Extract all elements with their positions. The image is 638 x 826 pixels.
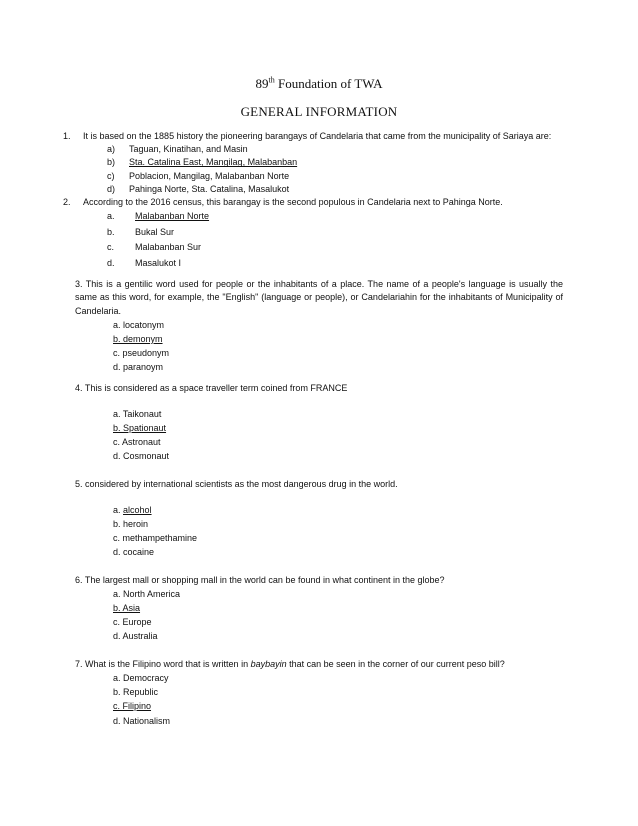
option-letter: d) (107, 183, 116, 194)
option-text: Bukal Sur (135, 226, 175, 237)
option-d (107, 256, 563, 272)
title-text: Foundation of TWA (274, 76, 383, 91)
option-c: c. methampethamine (113, 533, 198, 544)
option-a-correct: a. alcohol (113, 504, 152, 515)
option-text: Taguan, Kinatihan, and Masin (129, 144, 248, 155)
question-text: According to the 2016 census, this barangay is the second populous in Candelaria next to Pahinga Norte. (83, 197, 503, 208)
option-letter: d. (107, 257, 115, 268)
option-text-correct: Sta. Catalina East, Mangilag, Malabanban (129, 157, 298, 168)
question-text-part: 7. What is the Filipino word that is written in (75, 658, 251, 669)
question-text (75, 658, 563, 671)
option-c (107, 170, 563, 183)
option-d: d. Cosmonaut (113, 451, 170, 462)
title-superscript: th (268, 75, 275, 85)
question-number: 2. (63, 197, 71, 208)
question-2 (63, 196, 563, 271)
option-a: a. North America (113, 588, 181, 599)
option-letter: b) (107, 157, 116, 168)
option-d: d. cocaine (113, 547, 155, 558)
option-d: d. Nationalism (113, 715, 171, 726)
option-letter: a. (107, 211, 115, 222)
option-b-correct: b. Spationaut (113, 423, 167, 434)
option-d: d. paranoym (113, 362, 164, 373)
option-b (107, 225, 563, 241)
page-title (0, 76, 638, 92)
question-5 (75, 478, 563, 560)
question-1 (63, 130, 563, 196)
question-6 (75, 574, 563, 644)
question-text: 5. considered by international scientists as the most dangerous drug in the world. (75, 478, 398, 489)
question-number: 1. (63, 131, 71, 141)
option-a: a. Democracy (113, 672, 169, 683)
option-d (107, 183, 563, 196)
option-text: Pahinga Norte, Sta. Catalina, Masalukot (129, 183, 290, 194)
option-c: c. Europe (113, 617, 152, 628)
questions-list (63, 130, 563, 728)
question-text: 4. This is considered as a space traveller term coined from FRANCE (75, 382, 348, 393)
title-number: 89 (255, 76, 269, 91)
question-text: 3. This is a gentilic word used for people or the inhabitants of a place. The name of a people's language is usually the same as this word, for example, the "English" (language or people), or Candelariahin for the inhabitants of Municipality of Candelaria. (75, 279, 563, 316)
option-text: Malabanban Sur (135, 242, 202, 253)
option-letter: c) (107, 170, 115, 181)
question-4 (75, 382, 563, 464)
option-a (107, 209, 563, 225)
page-subtitle: GENERAL INFORMATION (240, 104, 398, 119)
option-b: b. Republic (113, 687, 159, 698)
question-3 (75, 278, 563, 374)
option-c: c. pseudonym (113, 348, 170, 359)
option-text: Masalukot I (135, 257, 182, 268)
option-text-correct: Malabanban Norte (135, 211, 210, 222)
option-d: d. Australia (113, 631, 158, 642)
option-b (107, 156, 563, 169)
question-text: It is based on the 1885 history the pioneering barangays of Candelaria that came from the municipality of Sariaya are: (83, 131, 552, 141)
option-c-correct: c. Filipino (113, 701, 152, 712)
question-7 (75, 658, 563, 728)
option-b-correct: b. Asia (113, 603, 141, 614)
option-letter: b. (107, 226, 115, 237)
question-text: 6. The largest mall or shopping mall in the world can be found in what continent in the globe? (75, 574, 445, 585)
option-letter: a) (107, 144, 116, 155)
option-letter: c. (107, 242, 115, 253)
option-a-answer: alcohol (123, 504, 152, 515)
question-text-italic: baybayin (250, 658, 287, 669)
question-text-part: that can be seen in the corner of our current peso bill? (286, 658, 505, 669)
option-a (107, 143, 563, 156)
option-b: b. heroin (113, 519, 149, 530)
option-text: Poblacion, Mangilag, Malabanban Norte (129, 170, 290, 181)
option-b-correct: b. demonym (113, 334, 163, 345)
option-c: c. Astronaut (113, 437, 161, 448)
option-a: a. locatonym (113, 319, 165, 330)
option-c (107, 240, 563, 256)
option-a: a. Taikonaut (113, 408, 162, 419)
